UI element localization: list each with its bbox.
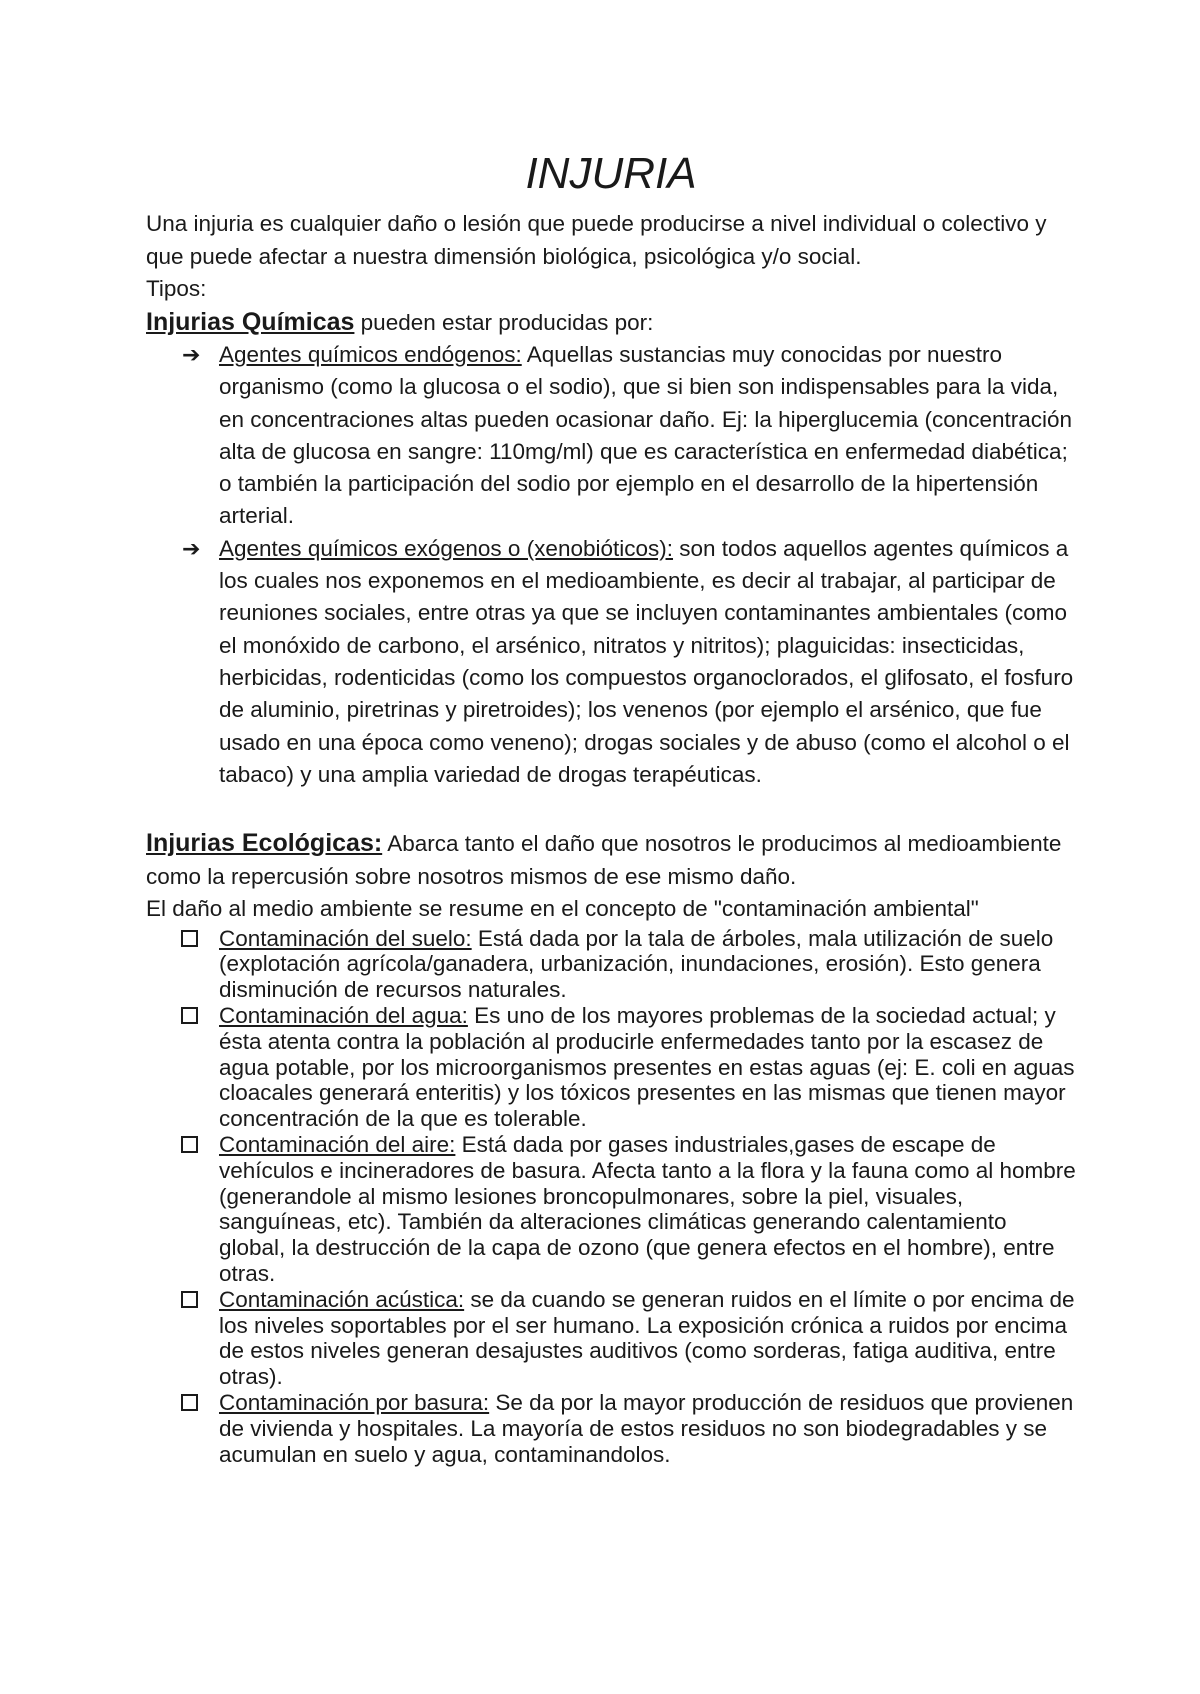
checkbox-icon (181, 1394, 198, 1411)
checkbox-icon (181, 1007, 198, 1024)
ecologicas-summary: El daño al medio ambiente se resume en el concepto de "contaminación ambiental" (146, 896, 979, 922)
list-item-label: Agentes químicos endógenos: (219, 342, 522, 367)
list-item-label: Contaminación acústica: (219, 1286, 465, 1312)
list-item-label: Contaminación del suelo: (219, 925, 472, 951)
document-title: INJURIA (525, 149, 697, 198)
list-item-text: son todos aquellos agentes químicos a los cuales nos exponemos en el medioambiente, es decir al trabajar, al participar de reuniones sociales, entre otras ya que se incluyen contaminantes ambientales (como el monóxido de carbono, el arsénico, nitratos y nitritos); plaguicidas: insecticidas, herbicidas, rodenticidas (como los compuestos organoclorados, el glifosato, el fosfuro de aluminio, piretrinas y piretroides); los venenos (por ejemplo el arsénico, que fue usado en una época como veneno); drogas sociales y de abuso (como el alcohol o el tabaco) y una amplia variedad de drogas terapéuticas. (219, 535, 1074, 787)
arrow-right-icon: ➔ (182, 342, 201, 367)
arrow-right-icon: ➔ (182, 535, 201, 561)
tipos-label: Tipos: (146, 276, 207, 301)
list-item-text: Está dada por gases industriales,gases de escape de vehículos e incineradores de basura. Afecta tanto a la flora y la fauna como al hombre (generandole al mismo lesiones broncopulmonares, sobre la piel, visuales, sanguíneas, etc). También da alteraciones climáticas generando calentamiento global, la destrucción de la capa de ozono (que genera efectos en el hombre), entre otras. (219, 1132, 1076, 1287)
list-item-label: Contaminación por basura: (219, 1390, 490, 1415)
list-item (182, 339, 1076, 533)
list-item (182, 533, 1076, 791)
list-item-label: Contaminación del aire: (219, 1132, 456, 1158)
document-body (146, 148, 1076, 1467)
checkbox-icon (181, 1136, 198, 1153)
list-item (219, 1132, 1076, 1287)
ecologicas-heading-rest: Abarca tanto el daño que nosotros le producimos al medioambiente como la repercusión sobre nosotros mismos de ese mismo daño. (146, 831, 1062, 889)
list-item-text: Está dada por la tala de árboles, mala utilización de suelo (explotación agrícola/ganadera, urbanización, inundaciones, erosión). Esto genera disminución de recursos naturales. (219, 925, 1054, 1003)
list-item-label: Contaminación del agua: (219, 1003, 468, 1029)
list-item-text: Se da por la mayor producción de residuos que provienen de vivienda y hospitales. La mayoría de estos residuos no son biodegradables y se acumulan en suelo y agua, contaminandolos. (219, 1390, 1074, 1467)
quimicas-list (146, 339, 1076, 791)
list-item-text: Es uno de los mayores problemas de la sociedad actual; y ésta atenta contra la población al producirle enfermedades tanto por la escasez de agua potable, por los microorganismos presentes en estas aguas (ej: E. coli en aguas cloacales generará enteritis) y los tóxicos presentes en las mismas que tienen mayor concentración de la que es tolerable. (219, 1003, 1075, 1132)
list-item-label: Agentes químicos exógenos o (xenobióticos): (219, 535, 674, 561)
spacer (146, 791, 1076, 827)
list-item (219, 1003, 1076, 1132)
checkbox-icon (181, 930, 198, 947)
quimicas-heading-rest: pueden estar producidas por: (354, 309, 654, 335)
list-item (219, 1390, 1076, 1467)
ecologicas-list (146, 926, 1076, 1468)
list-item-text: se da cuando se generan ruidos en el límite o por encima de los niveles soportables por el ser humano. La exposición crónica a ruidos por encima de estos niveles generan desajustes auditivos (como sorderas, fatiga auditiva, entre otras). (219, 1286, 1075, 1390)
ecologicas-heading: Injurias Ecológicas: (146, 829, 383, 858)
intro-paragraph: Una injuria es cualquier daño o lesión que puede producirse a nivel individual o colectivo y que puede afectar a nuestra dimensión biológica, psicológica y/o social. (146, 211, 1047, 269)
quimicas-heading: Injurias Químicas (146, 307, 355, 336)
list-item-text: Aquellas sustancias muy conocidas por nuestro organismo (como la glucosa o el sodio), que si bien son indispensables para la vida, en concentraciones altas pueden ocasionar daño. Ej: la hiperglucemia (concentración alta de glucosa en sangre: 110mg/ml) que es característica en enfermedad diabética; o también la participación del sodio por ejemplo en el desarrollo de la hipertensión arterial. (219, 342, 1073, 529)
ecologicas-heading-line (146, 827, 1076, 893)
list-item (219, 926, 1076, 1003)
checkbox-icon (181, 1291, 198, 1308)
quimicas-heading-line (146, 306, 1076, 340)
list-item (219, 1287, 1076, 1390)
